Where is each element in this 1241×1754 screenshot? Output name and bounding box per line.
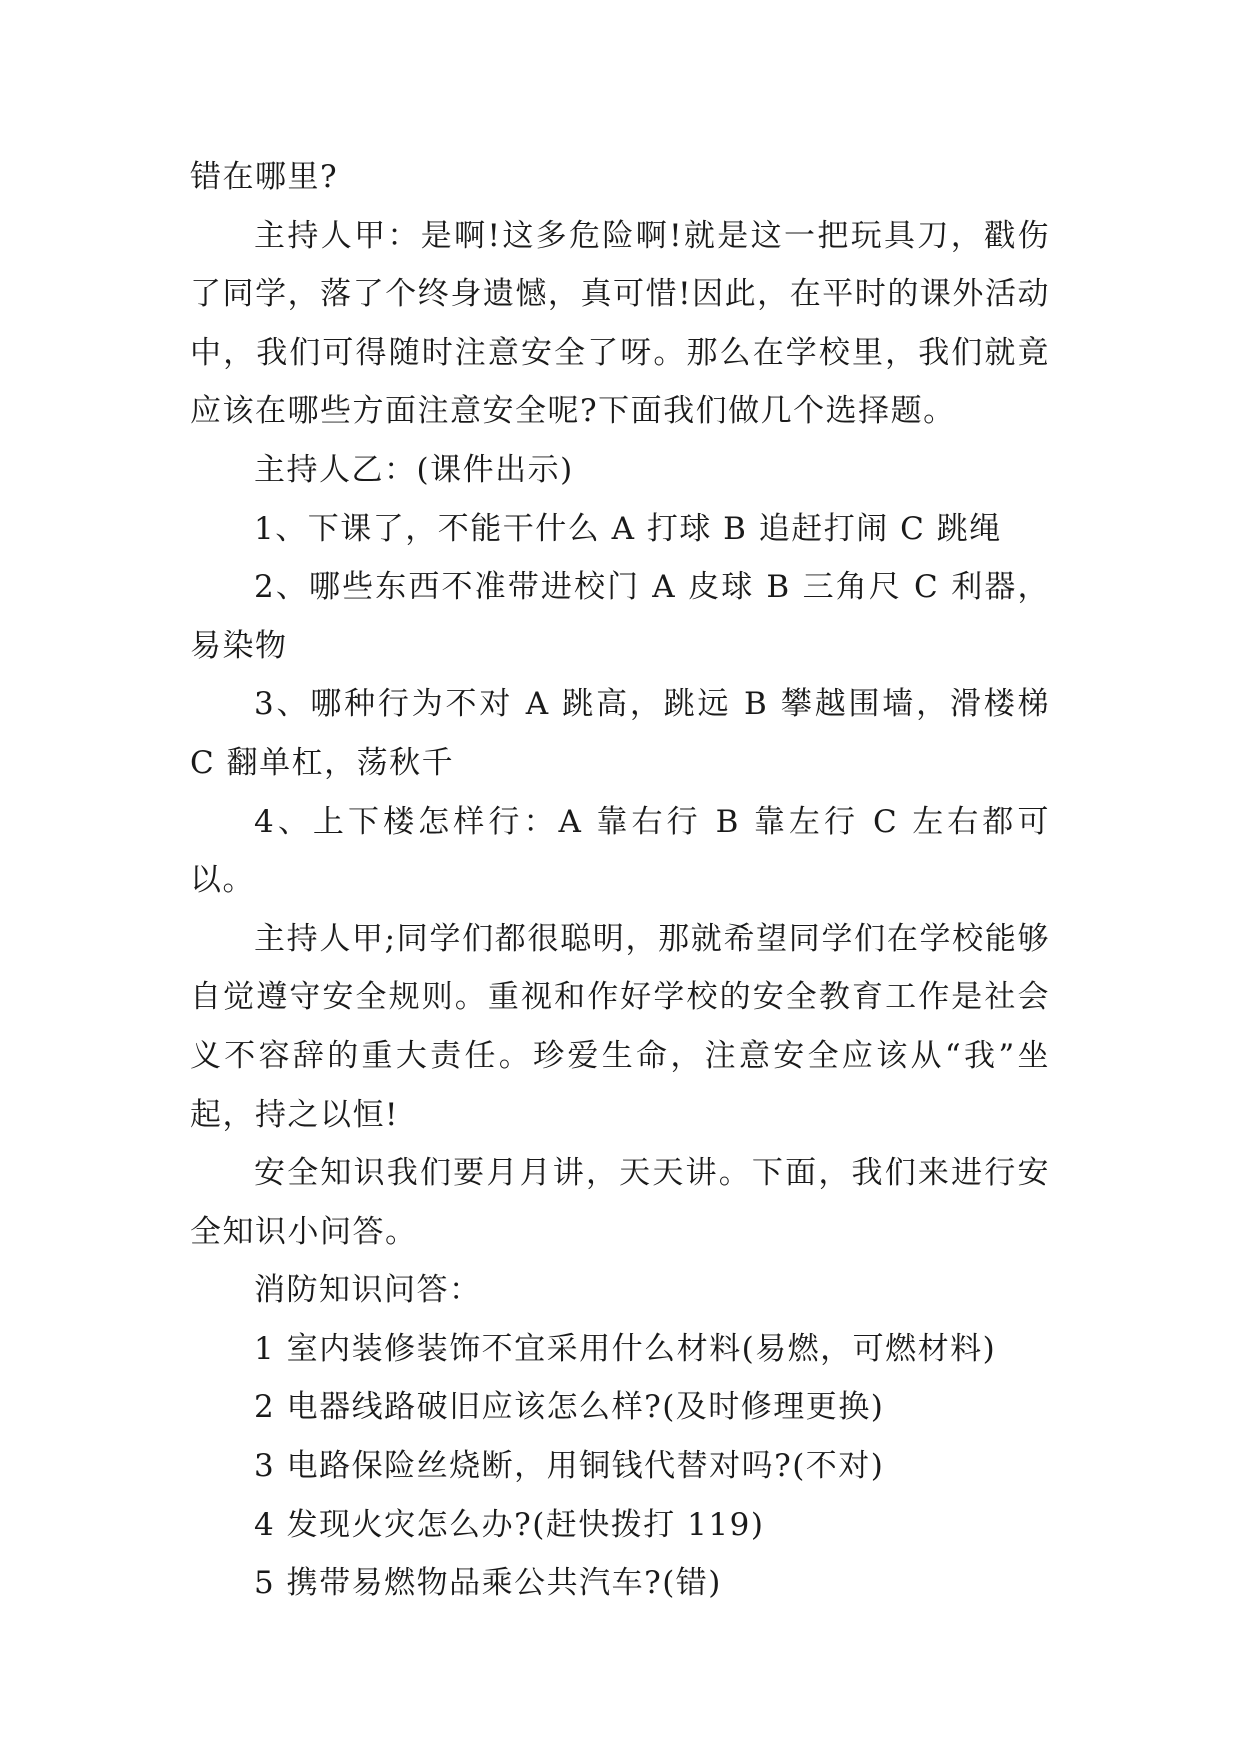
document-body <box>190 148 1050 1613</box>
paragraph-safety-knowledge: 安全知识我们要月月讲，天天讲。下面，我们来进行安全知识小问答。 <box>190 1155 1050 1250</box>
paragraph-fire-quiz-3: 3 电路保险丝烧断，用铜钱代替对吗?(不对) <box>254 1448 885 1485</box>
paragraph-question-2: 2、哪些东西不准带进校门 A 皮球 B 三角尺 C 利器，易染物 <box>190 569 1050 664</box>
paragraph-question-1: 1、下课了，不能干什么 A 打球 B 追赶打闹 C 跳绳 <box>254 510 1002 547</box>
paragraph-fire-quiz-4: 4 发现火灾怎么办?(赶快拨打 119) <box>254 1506 765 1543</box>
paragraph-question-4: 4、上下楼怎样行：A 靠右行 B 靠左行 C 左右都可以。 <box>190 803 1050 899</box>
paragraph-continuation: 错在哪里? <box>190 159 339 195</box>
paragraph-fire-quiz-2: 2 电器线路破旧应该怎么样?(及时修理更换) <box>254 1389 885 1426</box>
paragraph-fire-quiz-1: 1 室内装修装饰不宜采用什么材料(易燃，可燃材料) <box>254 1330 997 1367</box>
paragraph-host-a-closing: 主持人甲;同学们都很聪明，那就希望同学们在学校能够自觉遵守安全规则。重视和作好学校的安全教育工作是社会义不容辞的重大责任。珍爱生命，注意安全应该从“我”坐起，持之以恒! <box>190 920 1050 1133</box>
paragraph-question-3: 3、哪种行为不对 A 跳高，跳远 B 攀越围墙，滑楼梯 C 翻单杠，荡秋千 <box>190 686 1050 781</box>
paragraph-host-b-intro: 主持人乙：(课件出示) <box>254 451 574 488</box>
paragraph-fire-quiz-heading: 消防知识问答： <box>254 1272 482 1309</box>
paragraph-fire-quiz-5: 5 携带易燃物品乘公共汽车?(错) <box>254 1565 722 1602</box>
paragraph-host-a-dialogue: 主持人甲：是啊!这多危险啊!就是这一把玩具刀，戳伤了同学，落了个终身遗憾，真可惜!因此，在平时的课外活动中，我们可得随时注意安全了呀。那么在学校里，我们就竟应该在哪些方面注意安全呢?下面我们做几个选择题。 <box>190 217 1050 430</box>
